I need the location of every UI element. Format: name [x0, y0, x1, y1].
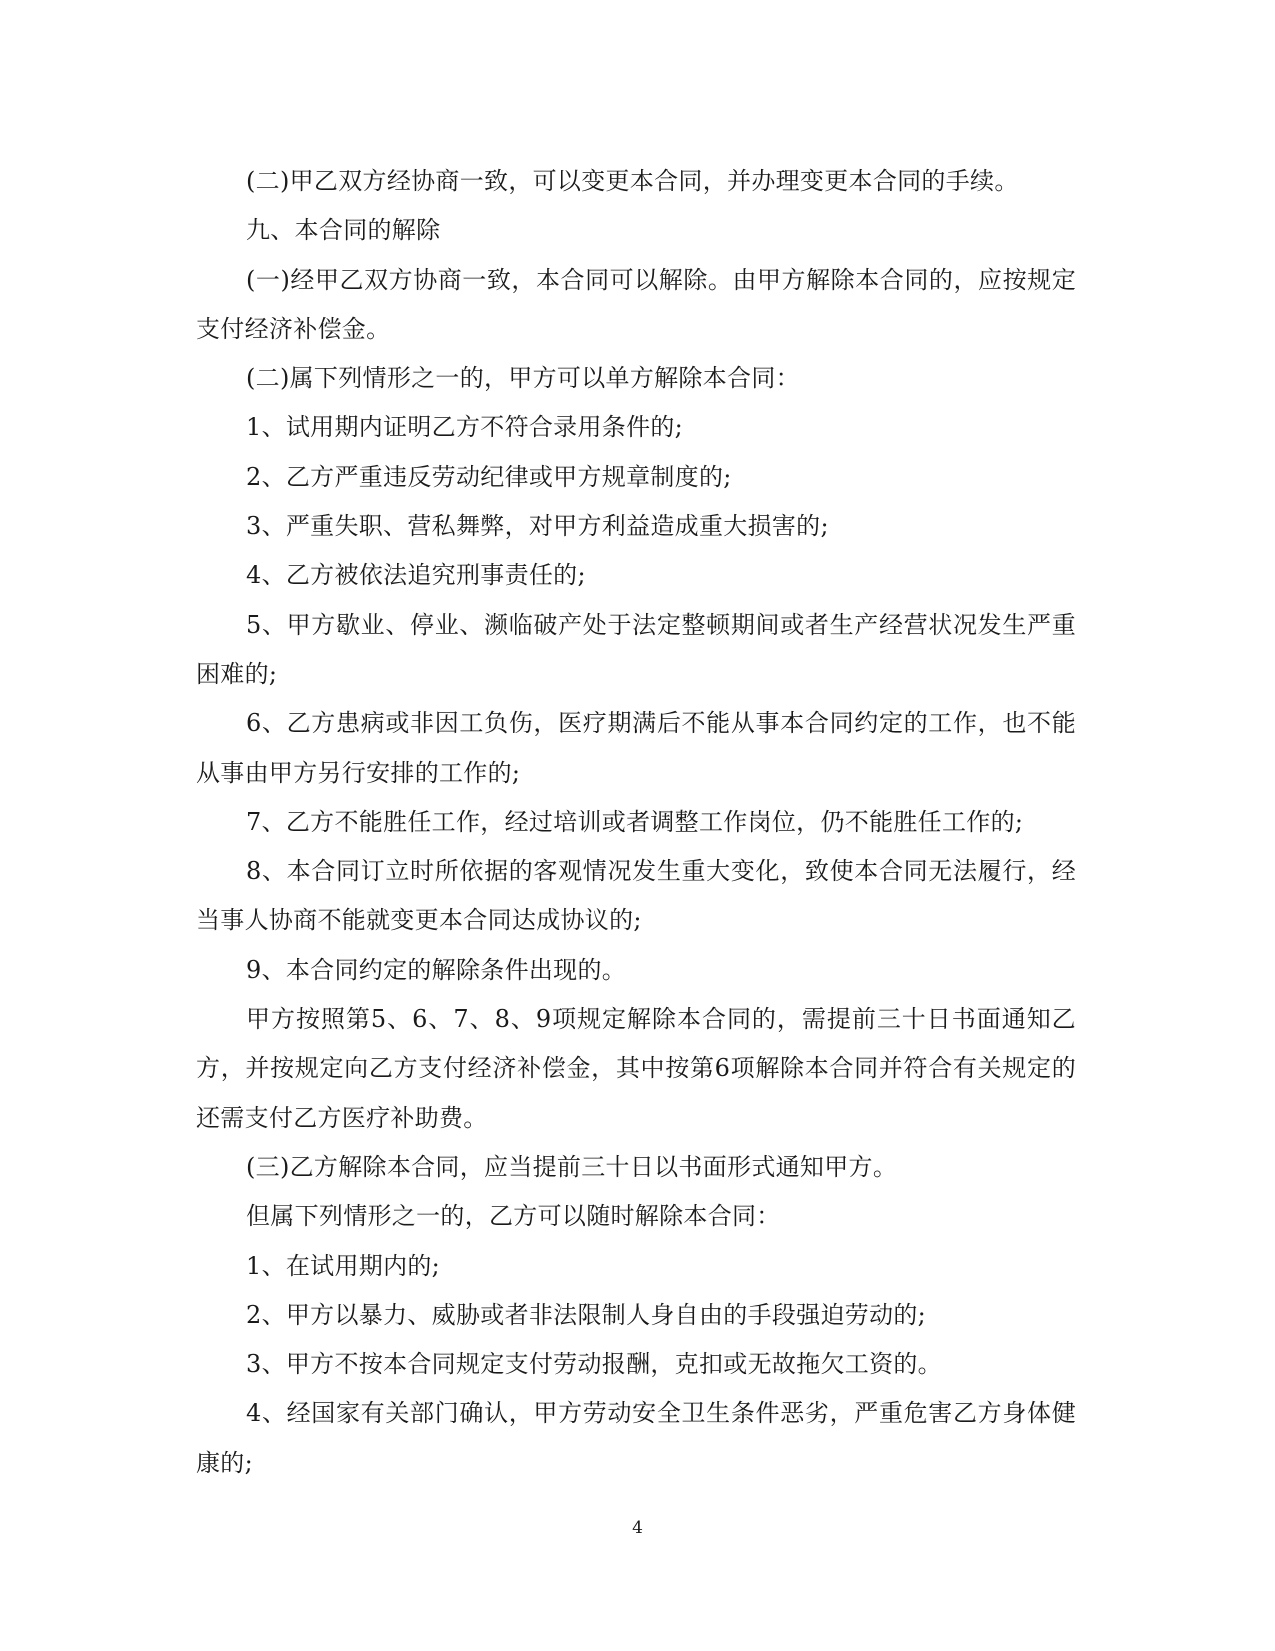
document-body	[196, 157, 1076, 1488]
list-item: 6、乙方患病或非因工负伤，医疗期满后不能从事本合同约定的工作，也不能从事由甲方另行安排的工作的;	[196, 709, 1076, 787]
list-item: 8、本合同订立时所依据的客观情况发生重大变化，致使本合同无法履行，经当事人协商不能就变更本合同达成协议的;	[196, 857, 1076, 935]
list-item: 7、乙方不能胜任工作，经过培训或者调整工作岗位，仍不能胜任工作的;	[246, 807, 1024, 836]
page-number: 4	[632, 1518, 643, 1538]
list-item: 2、乙方严重违反劳动纪律或甲方规章制度的;	[246, 462, 732, 491]
list-item: 4、乙方被依法追究刑事责任的;	[246, 561, 586, 590]
paragraph-clause-9-1: (一)经甲乙双方协商一致，本合同可以解除。由甲方解除本合同的，应按规定支付经济补偿金。	[196, 265, 1076, 343]
paragraph-notice-requirement: 甲方按照第5、6、7、8、9项规定解除本合同的，需提前三十日书面通知乙方，并按规定向乙方支付经济补偿金，其中按第6项解除本合同并符合有关规定的还需支付乙方医疗补助费。	[196, 1005, 1076, 1132]
list-item: 9、本合同约定的解除条件出现的。	[246, 955, 627, 984]
list-item: 5、甲方歇业、停业、濒临破产处于法定整顿期间或者生产经营状况发生严重困难的;	[196, 610, 1076, 688]
section-heading-termination: 九、本合同的解除	[246, 216, 441, 245]
paragraph-clause-8-2: (二)甲乙双方经协商一致，可以变更本合同，并办理变更本合同的手续。	[246, 167, 1019, 195]
list-item: 4、经国家有关部门确认，甲方劳动安全卫生条件恶劣，严重危害乙方身体健康的;	[196, 1399, 1076, 1477]
list-item: 3、甲方不按本合同规定支付劳动报酬，克扣或无故拖欠工资的。	[246, 1350, 942, 1379]
list-item: 2、甲方以暴力、威胁或者非法限制人身自由的手段强迫劳动的;	[246, 1300, 927, 1329]
list-item: 1、在试用期内的;	[246, 1251, 441, 1280]
paragraph-clause-9-2: (二)属下列情形之一的，甲方可以单方解除本合同：	[246, 364, 800, 393]
paragraph-clause-9-3: (三)乙方解除本合同，应当提前三十日以书面形式通知甲方。	[246, 1152, 898, 1181]
list-item: 3、严重失职、营私舞弊，对甲方利益造成重大损害的;	[246, 512, 829, 541]
list-item: 1、试用期内证明乙方不符合录用条件的;	[246, 413, 684, 442]
paragraph-exceptions-intro: 但属下列情形之一的，乙方可以随时解除本合同：	[246, 1202, 781, 1231]
